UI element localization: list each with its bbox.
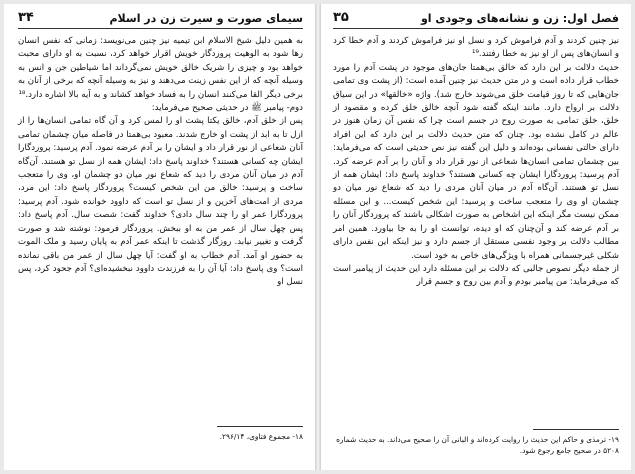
right-paragraph-2: حدیث دلالت بر این دارد که خالق بی‌همتا جان‌های موجود در پشت آدم را مورد خطاب قرار داده است و در متن حدیث نیز چنین آمده است: (از پشت وی تمامی جان‌هایی که تا روز قیامت خلق می‌شوند خارج شد). واژه «خالقها» در این سیاق دلالت بر ارواح دارد. مانند اینکه گفته شود آنچه خالق خلق کرده و مقصود از خلق، خلق تمامی به صورت روح در جسم است چرا که نفس آن زمان هنوز در عالم در کامل نشده بود. چنان که متن حدیث دلالت بر این دارد که این افراد دارای حالتی نفسانی بوده‌اند و دلیل این گفته نیز نص حدیثی است که می‌فرماید: بین چشمان تمامی انسان‌ها شعاعی از نور قرار داد و آنان را بر آدم عرضه کرد. آدم پرسید: پروردگارا ایشان چه کسانی هستند؟ خداوند پاسخ داد: ایشان همه از نسل تو هستند. آن‌گاه آدم در میان آنان مردی را دید که شعاع نور میان دو چشمان او وی را متعجب ساخت و پرسید: این شخص کیست... و این مسئله ممکن نیست مگر اینکه این اشخاص به صورت اشکالی باشند که پروردگار آنان را بر آدم عرضه کند و آن‌چنان که او دیده، توانست او را به جا بیاورد. همین امر مطالب دلالت بر وجود نفسی مستقل از جسم دارد و نیز اینکه این نفس دارای شکلی غیرجسمانی همراه با ویژگی‌های خاص به خود است. <box>333 62 619 261</box>
footnote-divider <box>533 429 619 430</box>
left-header-title: سیمای صورت و سیرت زن در اسلام <box>109 12 303 25</box>
left-footnotes <box>18 426 303 442</box>
right-footnotes <box>333 429 619 456</box>
left-paragraph-1: به همین دلیل شیخ الاسلام ابن تیمیه نیز چنین می‌نویسد: زمانی که نفس انسان رها شود به الوهیت پروردگار خویش اقرار خواهد کرد، نسبت به او دارای محبت خواهد بود و چیزی را شریک خالق خویش نمی‌گرداند اما شیاطین جن و انس به وسیله آنچه که از این نفس زینت می‌دهند و نیز به وسیله آنچه که برخی از آنان به برخی دیگر القا می‌کنند انسان را به فساد خواهد کشاند و به آیه بالا اشاره دارد.¹⁸ <box>18 36 303 100</box>
right-page <box>321 4 631 470</box>
left-footnote-1: ۱۸- مجموع فتاوی، ۲۹۶/۱۴. <box>219 432 303 441</box>
right-paragraph-1: نیز چنین کردند و آدم فراموش کرد و نسل او نیز فراموش کردند و آدم خطا کرد و انسان‌های پس از او نیز به خطا رفتند.¹⁹ <box>333 36 619 60</box>
right-header-title: فصل اول: زن و نشانه‌های وجودی او <box>420 12 619 25</box>
left-page-number: ۳۴ <box>18 10 34 25</box>
right-paragraph-3: از جمله دیگر نصوص جالبی که دلالت بر این مسئله دارد این حدیث از پیامبر است که می‌فرماید: من پیامبر بودم و آدم بین روح و جسم قرار <box>333 263 619 288</box>
left-paragraph-2: دوم- پیامبر ﷺ در حدیثی صحیح می‌فرماید: <box>151 103 303 114</box>
right-footnote-1: ۱۹- ترمذی و حاکم این حدیث را روایت کرده‌اند و البانی آن را صحیح می‌داند. به حدیث شماره ۵۲۰۸ در صحیح جامع رجوع شود. <box>336 435 619 455</box>
left-page-header <box>18 9 303 29</box>
right-page-header <box>333 9 619 29</box>
left-page <box>4 4 315 470</box>
left-page-body <box>18 35 303 290</box>
right-page-number: ۳۵ <box>333 10 349 25</box>
left-paragraph-3: پس از خلق آدم، خالق یکتا پشت او را لمس کرد و آن گاه تمامی انسان‌ها را از ازل تا به ابد از پشت او خارج شدند. معبود بی‌همتا در فاصله میان چشمان تمامی آنان شعاعی از نور قرار داد و ایشان را بر آدم عرضه نمود. آدم پرسید: پروردگارا ایشان چه کسانی هستند؟ خداوند پاسخ داد: ایشان همه از نسل تو هستند. آن‌گاه آدم در میان آنان مردی را دید که شعاع نور میان دو چشمان او، وی را متعجب ساخت و پرسید: خالق من این شخص کیست؟ پروردگار پاسخ داد: این مرد، مردی از امت‌های آخرین و از نسل تو است که داوود خوانده شود. آدم پرسید: پروردگارا عمر او را چند سال دادی؟ خداوند گفت: شصت سال. آدم پاسخ داد: پس چهل سال از عمر من به او ببخش. پروردگار فرمود: نوشته شد و صورت گرفت و تغییر نیابد. روزگار گذشت تا اینکه عمر آدم به پایان رسید و ملک الموت به حضور او آمد. آدم خطاب به او گفت: آیا چهل سال از عمر من باقی نمانده است؟ وی پاسخ داد: آیا آن را به فرزندت داوود نبخشیده‌ای؟ آدم جحود کرد، پس نسل او <box>18 116 303 288</box>
right-page-body <box>333 35 619 290</box>
footnote-divider <box>217 426 303 427</box>
